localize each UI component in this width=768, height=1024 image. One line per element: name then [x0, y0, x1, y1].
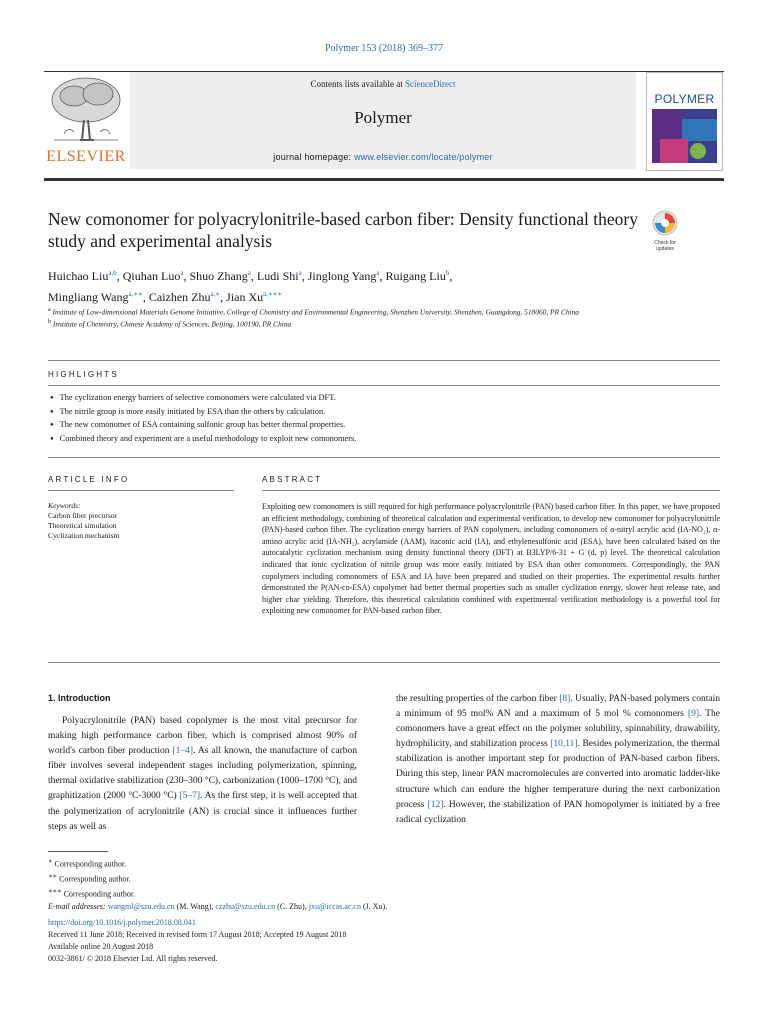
check-for-updates-badge[interactable] — [646, 210, 684, 254]
author-name: Jian Xu — [226, 290, 264, 304]
reference-link[interactable]: [9] — [687, 709, 699, 720]
author-name: Shuo Zhang — [189, 269, 248, 283]
affiliations — [48, 305, 648, 330]
journal-cover-thumbnail[interactable] — [646, 72, 723, 171]
article-title: New comonomer for polyacrylonitrile-based carbon fiber: Density functional theory study and experimental analysis — [48, 209, 638, 251]
footnote-corresponding-3: ∗∗∗ Corresponding author. — [48, 888, 136, 899]
cover-artwork-icon — [652, 109, 717, 163]
journal-name: Polymer — [354, 108, 412, 127]
cover-title: POLYMER — [654, 92, 715, 106]
article-info-heading: ARTICLE INFO — [48, 475, 130, 484]
reference-link[interactable]: [5–7] — [179, 791, 201, 802]
abstract-bottom-rule — [48, 662, 720, 663]
check-updates-label: Check for updates — [654, 240, 676, 252]
homepage-link[interactable]: www.elsevier.com/locate/polymer — [353, 152, 493, 162]
article-meta — [48, 917, 728, 965]
author-affiliation-mark[interactable]: a,∗∗∗ — [263, 290, 283, 298]
footnote-emails: E-mail addresses: wangml@szu.edu.cn (M. Wang), czzhu@szu.edu.cn (C. Zhu), jxu@iccas.ac.cn (J. Xu). — [48, 902, 388, 912]
tree-icon — [44, 74, 128, 146]
author-affiliation-mark[interactable]: b — [445, 269, 450, 277]
reference-link[interactable]: [8] — [559, 694, 571, 704]
footnotes — [48, 856, 728, 914]
highlight-item: ● The new comonomer of ESA containing sulfonic group has better thermal properties. — [50, 419, 730, 433]
author-name: Ruigang Liu — [385, 269, 446, 283]
affiliation-b: $^b$ Institute of Chemistry, Chinese Academy of Sciences, Beijing, 100190, PR China — [48, 319, 292, 329]
doi-link[interactable]: https://doi.org/10.1016/j.polymer.2018.08.041 — [48, 918, 196, 927]
abstract-rule — [262, 490, 720, 491]
author-affiliation-mark[interactable]: a,∗ — [210, 290, 221, 298]
author-name: Huichao Liu — [48, 269, 109, 283]
author-name: Jinglong Yang — [307, 269, 377, 283]
header-bottom-rule — [44, 178, 724, 181]
keyword-item: Cyclization mechanism — [48, 531, 120, 540]
author-name: Qiuhan Luo — [122, 269, 181, 283]
affiliation-a: $^a$ Institute of Low-dimensional Materials Genome Initiative, College of Chemistry and Environmental Engineering, Shenzhen University, Shenzhen, Guangdong, 518060, PR China — [48, 307, 579, 317]
keyword-item: Theoretical simulation — [48, 521, 117, 530]
highlights-bottom-rule — [48, 457, 720, 458]
footnote-corresponding-1: ∗ Corresponding author. — [48, 858, 127, 869]
email-link[interactable]: czzhu@szu.edu.cn — [215, 902, 276, 912]
contents-line — [130, 79, 636, 89]
abstract-heading: ABSTRACT — [262, 475, 323, 484]
author-affiliation-mark[interactable]: a,b — [108, 269, 117, 277]
available-online: Available online 20 August 2018 — [48, 942, 154, 951]
author-name: Mingliang Wang — [48, 290, 129, 304]
author-affiliation-mark[interactable]: a — [298, 269, 302, 277]
highlight-item: ● Combined theory and experiment are a useful methodology to exploit new comonomers. — [50, 433, 730, 447]
footnote-corresponding-2: ∗∗ Corresponding author. — [48, 873, 131, 884]
highlights-heading: HIGHLIGHTS — [48, 370, 119, 379]
check-updates-icon — [652, 210, 678, 236]
homepage-label: journal homepage: — [273, 152, 354, 162]
sciencedirect-link[interactable]: ScienceDirect — [405, 79, 456, 89]
author-list: Huichao Liu$^{a,b}$, Qiuhan Luo$^a$, Shuo Zhang$^a$, Ludi Shi$^a$, Jinglong Yang$^a$, Ruigang Liu$^b$, Mingliang Wang$^{a,∗∗}$, Caizhen Zhu$^{a,∗}$, Jian $Xu^{a,∗∗∗}$ — [48, 269, 453, 304]
journal-homepage — [130, 152, 636, 162]
copyright: 0032-3861/ © 2018 Elsevier Ltd. All rights reserved. — [48, 954, 218, 963]
author-affiliation-mark[interactable]: a — [247, 269, 251, 277]
keywords-label: Keywords: — [48, 501, 81, 510]
keyword-item: Carbon fiber precursor — [48, 511, 118, 520]
email-link[interactable]: jxu@iccas.ac.cn — [308, 902, 361, 912]
highlights-top-rule — [48, 360, 720, 361]
author-affiliation-mark[interactable]: a,∗∗ — [128, 290, 143, 298]
introduction-heading: 1. Introduction — [48, 693, 111, 703]
footnote-rule — [48, 851, 108, 852]
highlight-item: ● The nitrile group is more easily initiated by ESA than the others by calculation. — [50, 406, 730, 420]
abstract-text: Exploiting new comonomers is still required for high performance polyacrylonitrile (PAN) based carbon fiber. In this paper, we have proposed an efficient methodology, combining of theoretical calculation and experimental verification, to develop new comonomer for polyacrylonitrile (PAN)-based carbon fiber. The cyclization energy barriers of PAN copolymers, including comonomers of α-nitryl acrylic acid (IA-NO₂), α-amino acrylic acid (IA-NH₂), acrylamide (AAM), itaconic acid (IA), and ethylenesulfonic acid (ESA), have been calculated based on the autocatalytic cyclization mechanism using density functional theory (DFT) at B3LYP/6-31 + G (d, p) level. The theoretical calculation indicated that ionic cyclization of nitrile group was more easily initiated by ESA than other comonomers. Correspondingly, the PAN copolymers including comonomers of ESA and IA have been prepared and studied on their properties. The experimental results further demonstrated the P(AN-co-ESA) copolymer had better thermal properties such as smaller cyclization energy, slower heat release rate, and higher char yielding. Therefore, this theoretical calculation combined with experimental verification methodology is a powerful tool for exploiting new comonomer for PAN-based carbon fiber. — [262, 502, 720, 616]
highlight-item: ● The cyclization energy barriers of selective comonomers were calculated via DFT. — [50, 392, 730, 406]
introduction-right-column: the resulting properties of the carbon fiber [8]. Usually, PAN-based polymers contain a minimum of 95 mol% AN and a maximum of 5 mol % comonomers [9]. The comonomers have a great effect on the polymer solubility, spinnability, drawability, hydrophilicity, and stabilization process [10,11]. Besides polymerization, the thermal stabilization is another important step for production of PAN-based carbon fibers. During this step, linear PAN macromolecules are converted into aromatic ladder-like structure which can endure the higher temperature during the next carbonization process [12]. However, the stabilization of PAN homopolymer is initiated by a free radical cyclization — [396, 694, 721, 825]
author-name: Ludi Shi — [256, 269, 299, 283]
journal-citation-link[interactable]: Polymer 153 (2018) 369–377 — [324, 43, 444, 54]
reference-link[interactable]: [10,11] — [550, 739, 578, 750]
author-affiliation-mark[interactable]: a — [376, 269, 380, 277]
elsevier-wordmark: ELSEVIER — [46, 148, 126, 165]
email-link[interactable]: wangml@szu.edu.cn — [107, 902, 175, 912]
author-name: Caizhen Zhu — [148, 290, 211, 304]
author-affiliation-mark[interactable]: a — [180, 269, 184, 277]
highlights-heading-rule — [48, 385, 720, 386]
received-dates: Received 11 June 2018; Received in revised form 17 August 2018; Accepted 19 August 2018 — [48, 930, 347, 939]
reference-link[interactable]: [1–4] — [172, 746, 194, 757]
keywords-block — [48, 501, 228, 541]
contents-prefix: Contents lists available at — [310, 79, 405, 89]
reference-link[interactable]: [12] — [427, 799, 444, 810]
article-info-rule — [48, 490, 234, 491]
header-top-rule — [44, 71, 724, 72]
highlights-list — [50, 392, 730, 447]
introduction-left-column: Polyacrylonitrile (PAN) based copolymer is the most vital precursor for making high performance carbon fiber, which is comprised almost 90% of world's carbon fiber production [1–4]. As all known, the manufacture of carbon fiber involves several independent stages including polymerization, spinning, thermal oxidative stabilization (230–300 °C), carbonization (1000–1700 °C), and graphitization (2000 °C-3000 °C) [5–7]. As the first step, it is well accepted that the polymerization of acrylonitrile (AN) is crucial since it influences further steps as well as — [48, 716, 357, 832]
